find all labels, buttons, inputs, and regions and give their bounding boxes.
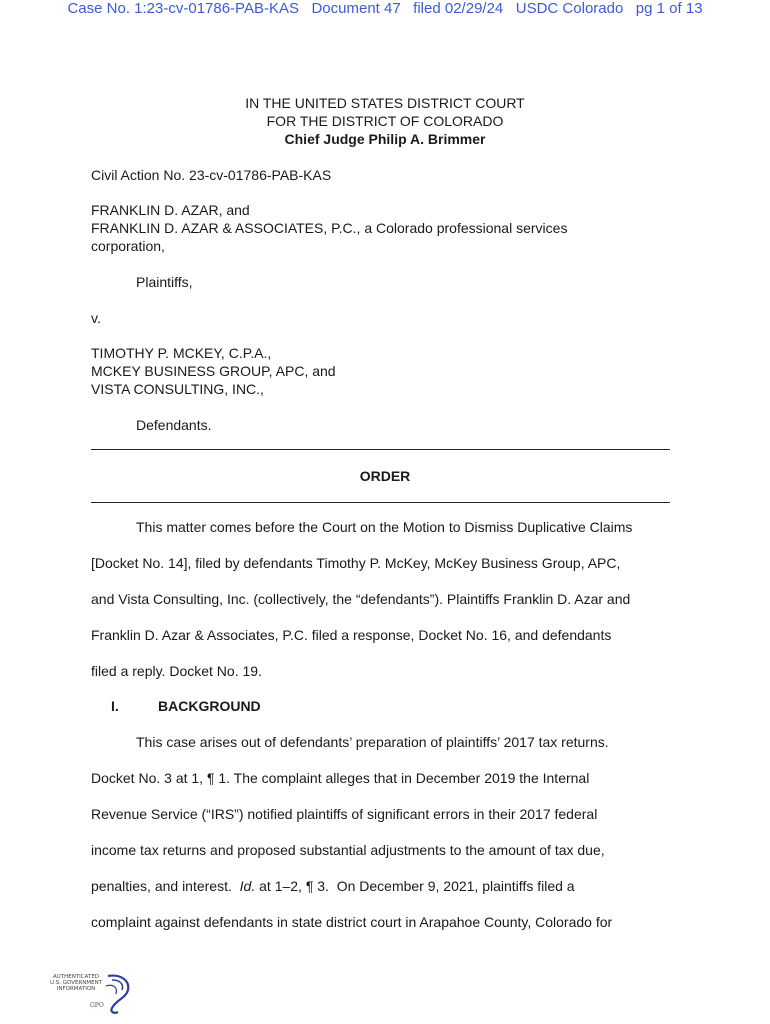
plaintiffs-block xyxy=(91,201,567,255)
paragraph-line: filed a reply. Docket No. 19. xyxy=(91,663,262,679)
line-text: at 1–2, ¶ 3. On December 9, 2021, plaintiffs filed a xyxy=(255,878,575,894)
line-text: penalties, and interest. xyxy=(91,878,240,894)
paragraph-line: Franklin D. Azar & Associates, P.C. filed a response, Docket No. 16, and defendants xyxy=(91,627,612,643)
gpo-label: GPO xyxy=(90,1002,104,1009)
defendant-line: TIMOTHY P. MCKEY, C.P.A., xyxy=(91,345,272,361)
section-number: I. xyxy=(111,698,119,714)
paragraph-line-with-citation xyxy=(91,878,575,894)
paragraph-line: Docket No. 3 at 1, ¶ 1. The complaint alleges that in December 2019 the Internal xyxy=(91,770,590,786)
defendants-block xyxy=(91,344,336,398)
civil-action-number: Civil Action No. 23-cv-01786-PAB-KAS xyxy=(91,167,332,183)
seal-text: AUTHENTICATED U.S. GOVERNMENT INFORMATION xyxy=(49,974,103,992)
caption-divider-bottom xyxy=(91,502,670,503)
section-heading xyxy=(111,698,261,714)
filing-stamp-header: Case No. 1:23-cv-01786-PAB-KAS Document 47 filed 02/29/24 USDC Colorado pg 1 of 13 xyxy=(67,0,703,17)
caption-divider-top xyxy=(91,449,670,450)
court-caption xyxy=(0,94,770,148)
plaintiff-line: corporation, xyxy=(91,238,165,254)
paragraph-line: complaint against defendants in state district court in Arapahoe County, Colorado for xyxy=(91,914,613,930)
paragraph-line: and Vista Consulting, Inc. (collectively, the “defendants”). Plaintiffs Franklin D. Azar and xyxy=(91,591,631,607)
versus: v. xyxy=(91,310,101,326)
paragraph-line: income tax returns and proposed substantial adjustments to the amount of tax due, xyxy=(91,842,605,858)
judge-name: Chief Judge Philip A. Brimmer xyxy=(284,131,486,147)
court-name-line1: IN THE UNITED STATES DISTRICT COURT xyxy=(245,95,525,111)
defendant-line: VISTA CONSULTING, INC., xyxy=(91,381,264,397)
court-name-line2: FOR THE DISTRICT OF COLORADO xyxy=(266,113,504,129)
plaintiffs-role: Plaintiffs, xyxy=(136,274,193,290)
id-citation: Id. xyxy=(239,878,256,894)
paragraph-line: This matter comes before the Court on the Motion to Dismiss Duplicative Claims xyxy=(136,519,633,535)
paragraph-line: Revenue Service (“IRS”) notified plaintiffs of significant errors in their 2017 federal xyxy=(91,806,598,822)
defendant-line: MCKEY BUSINESS GROUP, APC, and xyxy=(91,363,336,379)
paragraph-line: This case arises out of defendants’ preparation of plaintiffs’ 2017 tax returns. xyxy=(136,734,609,750)
paragraph-line: [Docket No. 14], filed by defendants Timothy P. McKey, McKey Business Group, APC, xyxy=(91,555,621,571)
plaintiff-line: FRANKLIN D. AZAR, and xyxy=(91,202,250,218)
eagle-icon xyxy=(102,972,134,1016)
section-title: BACKGROUND xyxy=(158,698,261,714)
plaintiff-line: FRANKLIN D. AZAR & ASSOCIATES, P.C., a Colorado professional services xyxy=(91,220,568,236)
defendants-role: Defendants. xyxy=(136,417,212,433)
gpo-authentication-seal xyxy=(44,972,134,1018)
order-title: ORDER xyxy=(359,468,411,484)
